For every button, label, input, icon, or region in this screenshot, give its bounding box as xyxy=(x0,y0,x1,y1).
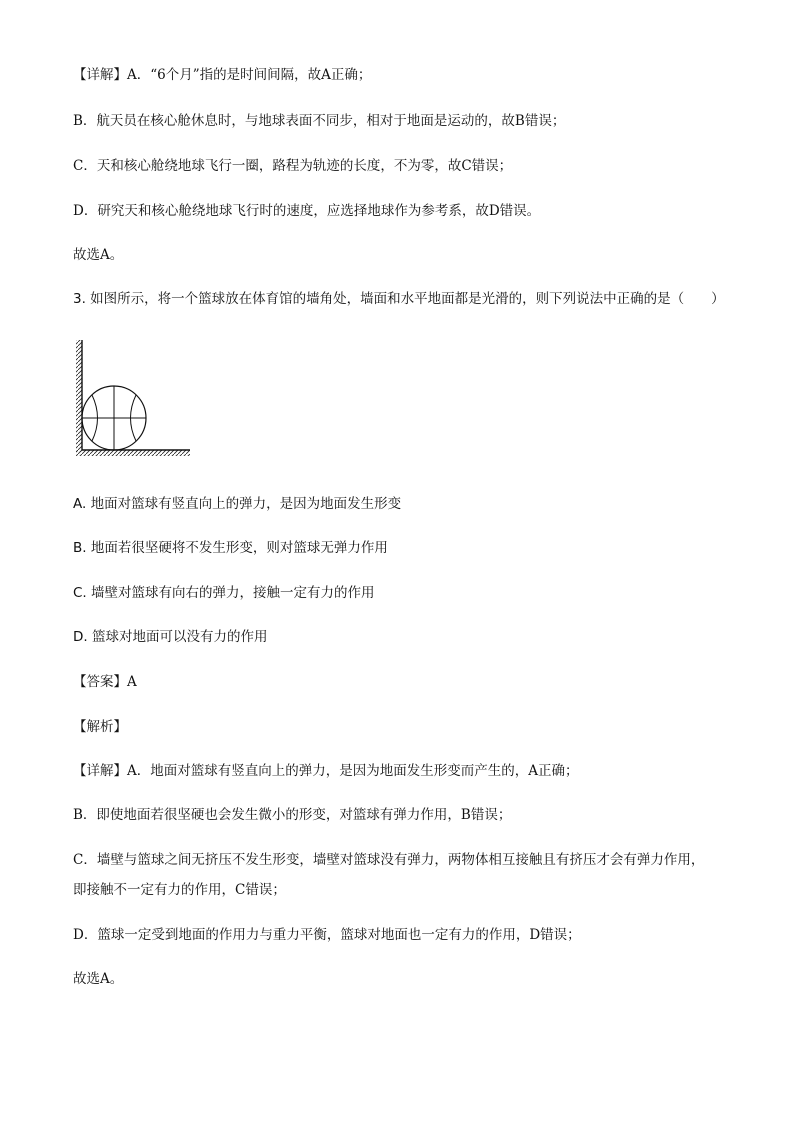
option-c: C. 墙壁对篮球有向右的弹力，接触一定有力的作用 xyxy=(73,585,375,601)
prev-detail-a: 【详解】A．“6个月”指的是时间间隔，故A正确； xyxy=(73,67,372,83)
question-stem: 3. 如图所示，将一个篮球放在体育馆的墙角处，墙面和水平地面都是光滑的，则下列说法中正确的是（ ） xyxy=(73,291,725,307)
solution-b: B．即使地面若很坚硬也会发生微小的形变，对篮球有弹力作用，B错误； xyxy=(73,807,512,823)
answer: 【答案】A xyxy=(73,674,137,690)
prev-detail-c: C．天和核心舱绕地球飞行一圈，路程为轨迹的长度，不为零，故C错误； xyxy=(73,158,513,174)
option-a: A. 地面对篮球有竖直向上的弹力，是因为地面发生形变 xyxy=(73,496,402,512)
basketball xyxy=(82,386,146,450)
solution-choice: 故选A。 xyxy=(73,971,124,987)
prev-choice: 故选A。 xyxy=(73,247,124,263)
solution-a: 【详解】A．地面对篮球有竖直向上的弹力，是因为地面发生形变而产生的，A正确； xyxy=(73,763,579,779)
wall xyxy=(76,340,82,452)
prev-detail-b: B．航天员在核心舱休息时，与地球表面不同步，相对于地面是运动的，故B错误； xyxy=(73,113,566,129)
option-b: B. 地面若很坚硬将不发生形变，则对篮球无弹力作用 xyxy=(73,540,388,556)
solution-c-line2: 即接触不一定有力的作用，C错误； xyxy=(73,882,286,898)
option-d: D. 篮球对地面可以没有力的作用 xyxy=(73,629,268,645)
basketball-in-corner-figure xyxy=(70,338,196,460)
solution-c-line1: C．墙壁与篮球之间无挤压不发生形变，墙壁对篮球没有弹力，两物体相互接触且有挤压才会有弹力作用， xyxy=(73,852,705,868)
prev-detail-d: D．研究天和核心舱绕地球飞行时的速度，应选择地球作为参考系，故D错误。 xyxy=(73,203,541,219)
solution-d: D．篮球一定受到地面的作用力与重力平衡，篮球对地面也一定有力的作用，D错误； xyxy=(73,927,581,943)
floor xyxy=(76,450,190,456)
analysis-heading: 【解析】 xyxy=(73,719,127,735)
